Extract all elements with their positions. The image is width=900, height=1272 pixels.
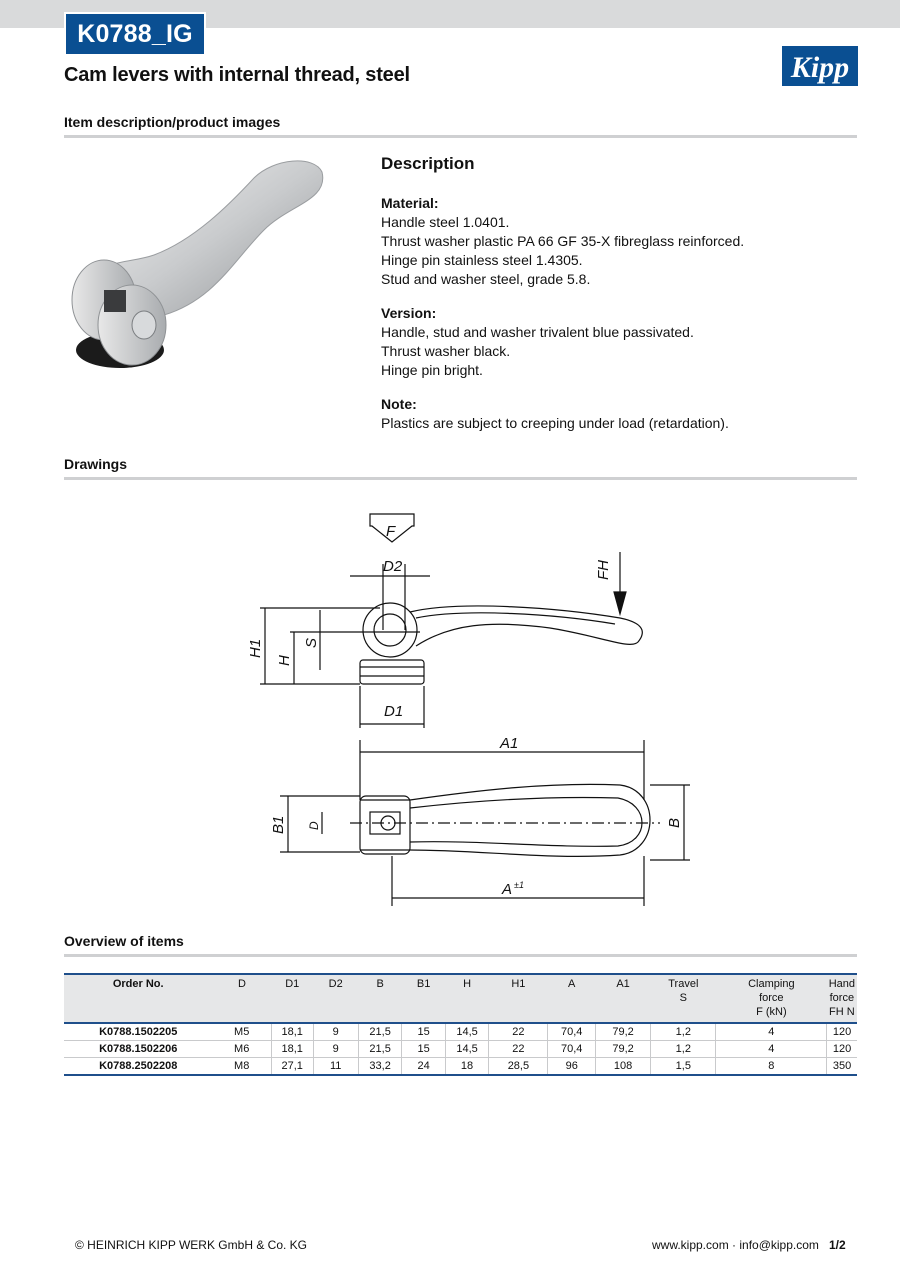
table-cell: 350 [827,1058,857,1076]
fh-arrowhead [614,592,626,614]
items-table [64,973,857,1076]
table-cell: 18,1 [271,1023,313,1041]
table-cell: 11 [313,1058,358,1076]
cam-top [360,796,410,854]
col-h1: H1 [489,974,548,1023]
table-cell: 79,2 [595,1041,650,1058]
section-drawings: Drawings [64,456,128,472]
hinge-pin [132,311,156,339]
table-cell: 120 [827,1023,857,1041]
description-heading: Description [381,154,475,173]
table-cell: 8 [716,1058,827,1076]
product-image [64,150,332,390]
label-s: S [303,637,320,648]
note-label: Note: [381,396,417,412]
label-d2: D2 [383,558,403,575]
table-cell: 108 [595,1058,650,1076]
label-h: H [276,655,293,666]
table-header-row [64,974,857,1023]
washer-outline [360,660,424,684]
table-cell: 96 [548,1058,595,1076]
footer-contact[interactable]: www.kipp.com · info@kipp.com [652,1238,819,1252]
label-a: A [502,881,513,898]
note-line: Plastics are subject to creeping under load (retardation). [381,415,729,431]
table-cell: 9 [313,1023,358,1041]
label-d1: D1 [384,703,404,720]
section-overview: Overview of items [64,933,184,949]
lever-outline [410,606,642,646]
col-a: A [548,974,595,1023]
divider [64,135,857,138]
divider [64,477,857,480]
order-no-cell: K0788.1502205 [64,1023,212,1041]
table-cell: 33,2 [358,1058,402,1076]
table-cell: 24 [402,1058,445,1076]
table-cell: 21,5 [358,1041,402,1058]
col-d: D [212,974,271,1023]
divider [64,954,857,957]
logo-text: Kipp [790,51,850,84]
table-cell: M5 [212,1023,271,1041]
table-cell: 14,5 [445,1041,489,1058]
table-cell: 70,4 [548,1023,595,1041]
col-travel: Travel S [651,974,716,1023]
version-label: Version: [381,305,437,321]
table-cell: 120 [827,1041,857,1058]
col-clamping-force: Clamping force F (kN) [716,974,827,1023]
col-b: B [358,974,402,1023]
table-cell: 1,2 [651,1023,716,1041]
stud-thread [104,290,126,312]
label-fh: FH [595,560,612,580]
cam-outline [363,603,417,657]
technical-drawing [220,500,700,920]
material-line: Thrust washer plastic PA 66 GF 35-X fibreglass reinforced. [381,233,745,249]
table-cell: 79,2 [595,1023,650,1041]
lever-top-outline [360,784,650,856]
table-cell: 1,2 [651,1041,716,1058]
label-h1: H1 [247,638,264,658]
page-number: 1/2 [829,1238,846,1252]
section-item-description: Item description/product images [64,114,281,130]
table-cell: 21,5 [358,1023,402,1041]
col-hand-force: Hand force FH N [827,974,857,1023]
kipp-logo [782,40,858,92]
table-cell: 4 [716,1023,827,1041]
table-cell: 18 [445,1058,489,1076]
table-cell: 15 [402,1023,445,1041]
table-cell: 14,5 [445,1023,489,1041]
table-row [64,1023,857,1041]
label-a1: A1 [500,735,519,752]
version-line: Handle, stud and washer trivalent blue passivated. [381,324,694,340]
page-title: Cam levers with internal thread, steel [64,64,410,86]
table-cell: M8 [212,1058,271,1076]
table-cell: 22 [489,1023,548,1041]
col-a1: A1 [595,974,650,1023]
table-cell: 15 [402,1041,445,1058]
table-cell: M6 [212,1041,271,1058]
table-row [64,1058,857,1076]
col-h: H [445,974,489,1023]
lever-top-inner [410,797,642,846]
col-order-no: Order No. [64,974,212,1023]
label-a-tolerance: ±1 [514,880,524,890]
order-no-cell: K0788.1502206 [64,1041,212,1058]
material-line: Hinge pin stainless steel 1.4305. [381,252,583,268]
description-panel [381,153,857,448]
table-cell: 22 [489,1041,548,1058]
table-cell: 28,5 [489,1058,548,1076]
table-cell: 1,5 [651,1058,716,1076]
lever-inner [416,613,615,624]
label-f: F [386,523,396,540]
version-line: Hinge pin bright. [381,362,483,378]
label-b1: B1 [270,815,287,834]
table-cell: 70,4 [548,1041,595,1058]
col-d2: D2 [313,974,358,1023]
cam-bore [374,614,406,646]
label-d: D [307,821,321,830]
table-cell: 9 [313,1041,358,1058]
material-line: Handle steel 1.0401. [381,214,510,230]
order-no-cell: K0788.2502208 [64,1058,212,1076]
table-cell: 27,1 [271,1058,313,1076]
footer-copyright: © HEINRICH KIPP WERK GmbH & Co. KG [75,1238,307,1252]
table-row [64,1041,857,1058]
label-b: B [666,817,683,828]
material-label: Material: [381,195,439,211]
table-cell: 4 [716,1041,827,1058]
item-code-badge: K0788_IG [64,12,206,56]
version-line: Thrust washer black. [381,343,511,359]
material-line: Stud and washer steel, grade 5.8. [381,271,591,287]
col-d1: D1 [271,974,313,1023]
table-cell: 18,1 [271,1041,313,1058]
col-b1: B1 [402,974,445,1023]
